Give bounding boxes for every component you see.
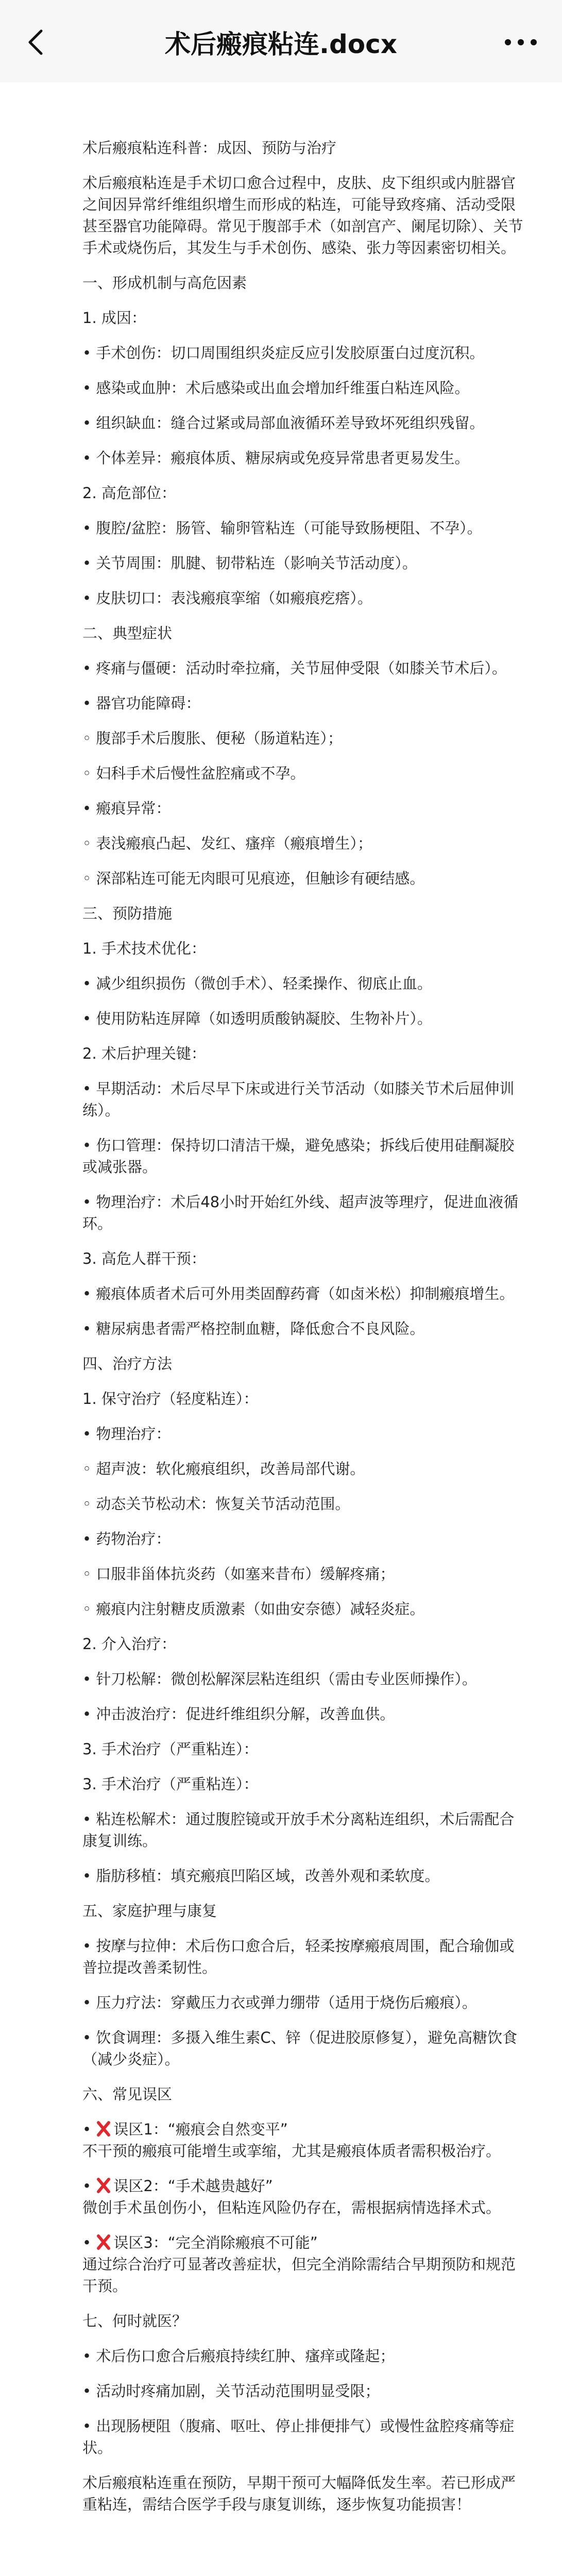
myth-title: 误区1：“瘢痕会自然变平” — [113, 2121, 288, 2138]
myth-title: 误区3：“完全消除瘢痕不可能” — [113, 2234, 318, 2251]
list-item: ◦ 妇科手术后慢性盆腔痛或不孕。 — [82, 765, 305, 782]
list-item: • 针刀松解：微创松解深层粘连组织（需由专业医师操作）。 — [82, 1670, 477, 1688]
section-1-sub-2: 2. 高危部位： — [82, 484, 176, 502]
list-item: ◦ 超声波：软化瘢痕组织，改善局部代谢。 — [82, 1460, 365, 1478]
list-item: • 器官功能障碍： — [82, 694, 201, 712]
list-item: • 脂肪移植：填充瘢痕凹陷区域，改善外观和柔软度。 — [82, 1867, 440, 1885]
list-item: ◦ 瘢痕内注射糖皮质激素（如曲安奈德）减轻炎症。 — [82, 1600, 425, 1618]
list-item: • 活动时疼痛加剧，关节活动范围明显受限； — [82, 2382, 380, 2400]
list-item: • 按摩与拉伸：术后伤口愈合后，轻柔按摩瘢痕周围，配合瑜伽或普拉提改善柔韧性。 — [82, 1937, 515, 1976]
list-item: • 疼痛与僵硬：活动时牵拉痛，关节屈伸受限（如膝关节术后）。 — [82, 659, 507, 677]
page-title: 术后瘢痕粘连.docx — [164, 29, 398, 59]
list-item: ◦ 腹部手术后腹胀、便秘（肠道粘连）； — [82, 730, 343, 747]
list-item: ◦ 口服非甾体抗炎药（如塞来昔布）缓解疼痛； — [82, 1565, 395, 1583]
section-6-title: 六、常见误区 — [82, 2086, 173, 2103]
closing-paragraph: 术后瘢痕粘连重在预防，早期干预可大幅降低发生率。若已形成严重粘连，需结合医学手段与康复训练，逐步恢复功能损害！ — [82, 2474, 516, 2513]
list-item: • 粘连松解术：通过腹腔镜或开放手术分离粘连组织，术后需配合康复训练。 — [82, 1810, 515, 1850]
list-item: ◦ 深部粘连可能无肉眼可见痕迹，但触诊有硬结感。 — [82, 870, 425, 887]
list-item: ◦ 动态关节松动术：恢复关节活动范围。 — [82, 1495, 350, 1513]
list-item: • 腹腔/盆腔：肠管、输卵管粘连（可能导致肠梗阻、不孕）。 — [82, 519, 482, 537]
list-item: • 组织缺血：缝合过紧或局部血液循环差导致坏死组织残留。 — [82, 414, 485, 432]
bullet: • — [82, 2177, 96, 2195]
red-cross-icon — [96, 2120, 111, 2138]
section-4-title: 四、治疗方法 — [82, 1355, 173, 1372]
section-2-title: 二、典型症状 — [82, 624, 173, 642]
bullet: • — [82, 2121, 96, 2138]
document-page — [0, 82, 562, 2576]
myth-title: 误区2：“手术越贵越好” — [113, 2177, 273, 2195]
intro-paragraph: 术后瘢痕粘连是手术切口愈合过程中，皮肤、皮下组织或内脏器官之间因异常纤维组织增生而形成的粘连，可能导致疼痛、活动受限甚至器官功能障碍。常见于腹部手术（如剖宫产、阑尾切除）、关节手术或烧伤后，其发生与手术创伤、感染、张力等因素密切相关。 — [82, 174, 523, 257]
list-item: • 冲击波治疗：促进纤维组织分解，改善血供。 — [82, 1705, 395, 1723]
section-4-sub-4: 3. 手术治疗（严重粘连）： — [82, 1775, 259, 1793]
myth-item — [82, 2232, 528, 2297]
list-item: • 早期活动：术后尽早下床或进行关节活动（如膝关节术后屈伸训练）。 — [82, 1080, 515, 1119]
list-item: • 术后伤口愈合后瘢痕持续红肿、瘙痒或隆起； — [82, 2347, 395, 2365]
section-7-title: 七、何时就医？ — [82, 2312, 188, 2330]
section-3-title: 三、预防措施 — [82, 905, 173, 922]
myth-item — [82, 2119, 528, 2162]
back-button[interactable] — [21, 27, 52, 58]
list-item: • 瘢痕体质者术后可外用类固醇药膏（如卤米松）抑制瘢痕增生。 — [82, 1285, 515, 1302]
list-item: • 出现肠梗阻（腹痛、呕吐、停止排便排气）或慢性盆腔疼痛等症状。 — [82, 2417, 515, 2456]
list-item: • 物理治疗： — [82, 1425, 171, 1443]
list-item: • 使用防粘连屏障（如透明质酸钠凝胶、生物补片）。 — [82, 1010, 432, 1027]
myth-text: 通过综合治疗可显著改善症状，但完全消除需结合早期预防和规范干预。 — [82, 2256, 516, 2295]
red-cross-icon — [96, 2233, 111, 2251]
section-4-sub-2: 2. 介入治疗： — [82, 1635, 176, 1653]
list-item: • 压力疗法：穿戴压力衣或弹力绷带（适用于烧伤后瘢痕）。 — [82, 1994, 477, 2011]
list-item: • 饮食调理：多摄入维生素C、锌（促进胶原修复），避免高糖饮食（减少炎症）。 — [82, 2029, 518, 2068]
list-item: • 伤口管理：保持切口清洁干燥，避免感染；拆线后使用硅酮凝胶或减张器。 — [82, 1137, 515, 1176]
list-item: • 手术创伤：切口周围组织炎症反应引发胶原蛋白过度沉积。 — [82, 344, 485, 362]
bullet: • — [82, 2234, 96, 2251]
section-4-sub-3: 3. 手术治疗（严重粘连）： — [82, 1740, 259, 1758]
section-1-title: 一、形成机制与高危因素 — [82, 274, 247, 292]
list-item: • 瘢痕异常： — [82, 800, 171, 817]
list-item: • 糖尿病患者需严格控制血糖，降低愈合不良风险。 — [82, 1320, 425, 1337]
section-4-sub-1: 1. 保守治疗（轻度粘连）： — [82, 1390, 259, 1408]
more-button[interactable] — [500, 27, 541, 58]
red-cross-icon — [96, 2177, 111, 2194]
chevron-left-icon — [26, 28, 46, 57]
list-item: ◦ 表浅瘢痕凸起、发红、瘙痒（瘢痕增生）； — [82, 835, 372, 852]
section-3-sub-3: 3. 高危人群干预： — [82, 1250, 206, 1267]
doc-headline: 术后瘢痕粘连科普：成因、预防与治疗 — [82, 139, 337, 157]
list-item: • 关节周围：肌腱、韧带粘连（影响关节活动度）。 — [82, 554, 417, 572]
list-item: • 皮肤切口：表浅瘢痕挛缩（如瘢痕疙瘩）。 — [82, 589, 372, 607]
myth-item — [82, 2175, 528, 2218]
list-item: • 减少组织损伤（微创手术）、轻柔操作、彻底止血。 — [82, 975, 432, 992]
section-3-sub-2: 2. 术后护理关键： — [82, 1045, 206, 1062]
myth-text: 不干预的瘢痕可能增生或挛缩，尤其是瘢痕体质者需积极治疗。 — [82, 2142, 501, 2160]
list-item: • 感染或血肿：术后感染或出血会增加纤维蛋白粘连风险。 — [82, 379, 470, 397]
document-content — [0, 82, 562, 2515]
myth-text: 微创手术虽创伤小，但粘连风险仍存在，需根据病情选择术式。 — [82, 2199, 501, 2216]
list-item: • 个体差异：瘢痕体质、糖尿病或免疫异常患者更易发生。 — [82, 449, 470, 467]
more-dots-icon — [503, 37, 539, 47]
section-1-sub-1: 1. 成因： — [82, 309, 146, 327]
section-5-title: 五、家庭护理与康复 — [82, 1902, 217, 1920]
list-item: • 药物治疗： — [82, 1530, 171, 1548]
top-bar — [0, 0, 562, 83]
list-item: • 物理治疗：术后48小时开始红外线、超声波等理疗，促进血液循环。 — [82, 1193, 519, 1232]
section-3-sub-1: 1. 手术技术优化： — [82, 940, 206, 957]
